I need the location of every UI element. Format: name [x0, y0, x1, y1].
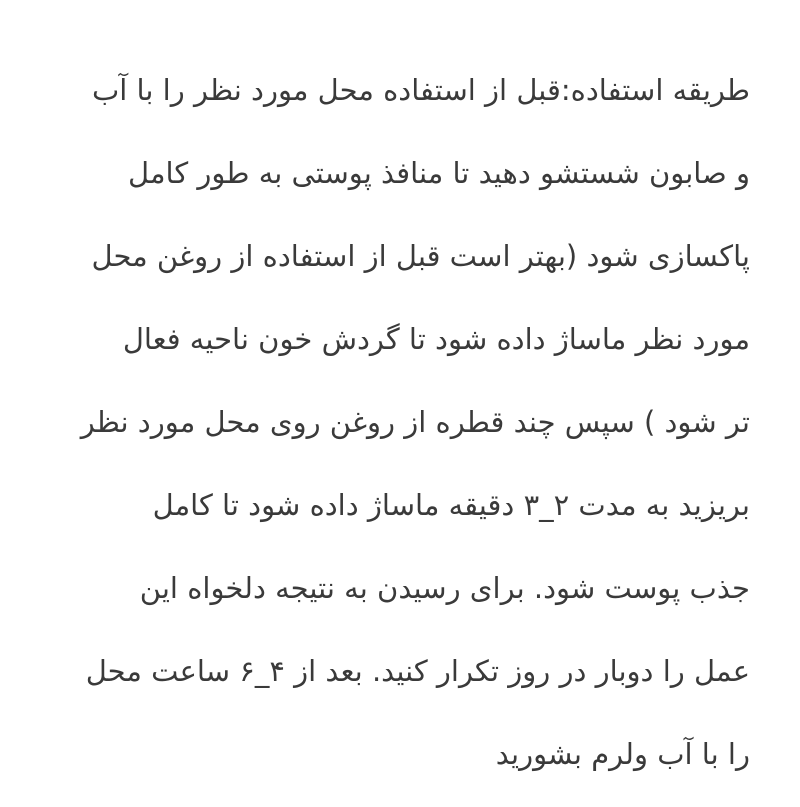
text-line: مورد نظر ماساژ داده شود تا گردش خون ناحیه فعال — [122, 322, 750, 356]
text-line: جذب پوست شود. برای رسیدن به نتیجه دلخواه این — [139, 571, 750, 605]
text-line: عمل را دوبار در روز تکرار کنید. بعد از ۴_۶ ساعت محل — [85, 654, 750, 688]
text-line: و صابون شستشو دهید تا منافذ پوستی به طور کامل — [128, 156, 750, 190]
text-line: را با آب ولرم بشورید — [495, 737, 750, 771]
text-line: پاکسازی شود (بهتر است قبل از استفاده از روغن محل — [91, 239, 750, 273]
text-line: طریقه استفاده:قبل از استفاده محل مورد نظر را با آب — [91, 73, 750, 107]
text-line: تر شود ) سپس چند قطره از روغن روی محل مورد نظر — [80, 405, 750, 439]
usage-instructions-paragraph — [30, 60, 750, 807]
text-line: بریزید به مدت ۲_۳ دقیقه ماساژ داده شود تا کامل — [152, 488, 750, 522]
